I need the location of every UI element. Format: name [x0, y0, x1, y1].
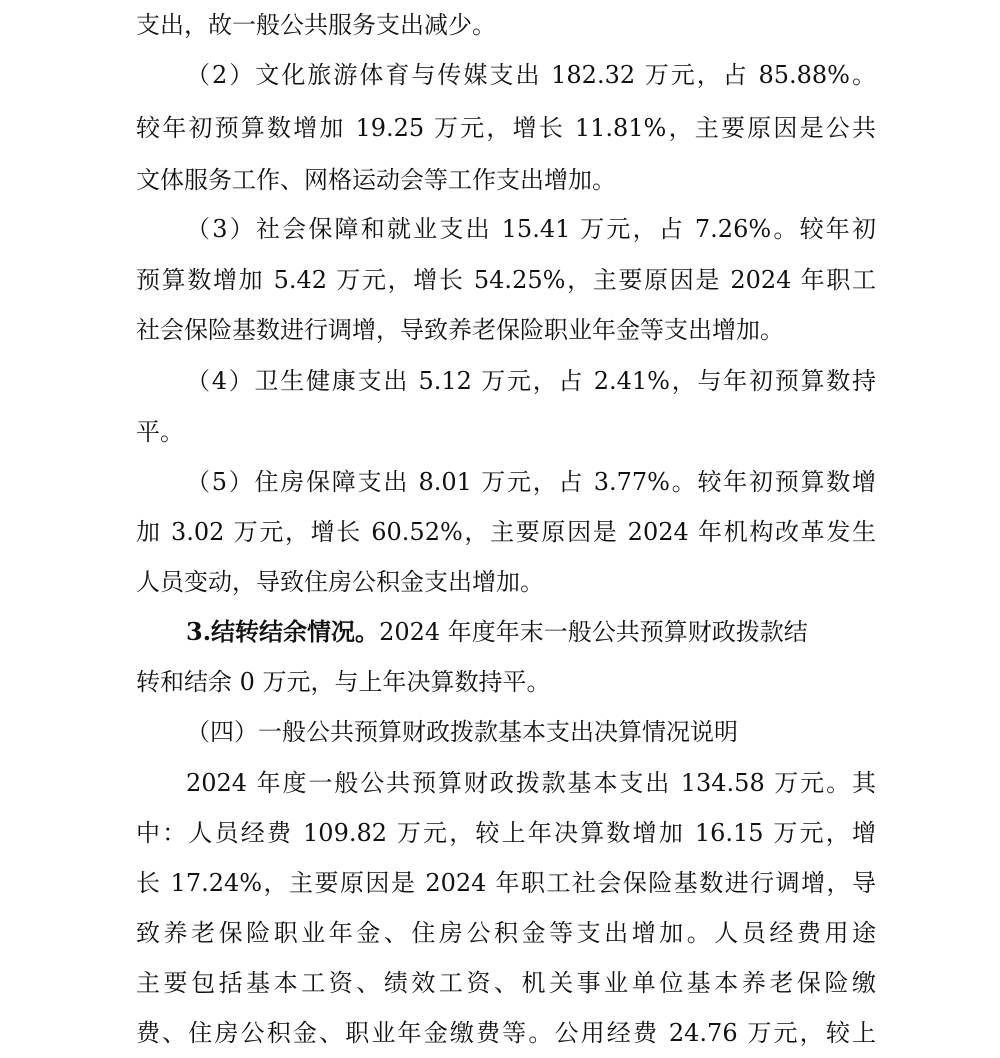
- paragraph-line: （4）卫生健康支出 5.12 万元，占 2.41%，与年初预算数持: [186, 367, 876, 395]
- paragraph-line: 支出，故一般公共服务支出减少。: [136, 11, 496, 39]
- paragraph-line: （5）住房保障支出 8.01 万元，占 3.77%。较年初预算数增: [186, 468, 876, 496]
- paragraph-line: 社会保险基数进行调增，导致养老保险职业年金等支出增加。: [136, 316, 784, 344]
- section-text: 2024 年度年末一般公共预算财政拨款结: [379, 618, 808, 646]
- section-heading-line: （四）一般公共预算财政拨款基本支出决算情况说明: [186, 718, 738, 746]
- paragraph-line: 主要包括基本工资、绩效工资、机关事业单位基本养老保险缴: [136, 969, 876, 997]
- paragraph-line: 2024 年度一般公共预算财政拨款基本支出 134.58 万元。其: [186, 769, 876, 797]
- section-heading: 3.结转结余情况。: [186, 617, 380, 646]
- paragraph-line: 费、住房公积金、职业年金缴费等。公用经费 24.76 万元，较上: [136, 1019, 876, 1047]
- paragraph-line: 较年初预算数增加 19.25 万元，增长 11.81%，主要原因是公共: [136, 114, 876, 142]
- paragraph-line: 转和结余 0 万元，与上年决算数持平。: [136, 668, 551, 696]
- paragraph-line: 文体服务工作、网格运动会等工作支出增加。: [136, 166, 616, 194]
- paragraph-line: 致养老保险职业年金、住房公积金等支出增加。人员经费用途: [136, 919, 876, 947]
- paragraph-line: 加 3.02 万元，增长 60.52%，主要原因是 2024 年机构改革发生: [136, 518, 876, 546]
- paragraph-line: 中：人员经费 109.82 万元，较上年决算数增加 16.15 万元，增: [136, 819, 876, 847]
- paragraph-line: 预算数增加 5.42 万元，增长 54.25%，主要原因是 2024 年职工: [136, 266, 876, 294]
- paragraph-line: 人员变动，导致住房公积金支出增加。: [136, 568, 544, 596]
- paragraph-line: 长 17.24%，主要原因是 2024 年职工社会保险基数进行调增，导: [136, 869, 876, 897]
- paragraph-line: （2）文化旅游体育与传媒支出 182.32 万元，占 85.88%。: [186, 61, 876, 89]
- paragraph-line: 平。: [136, 418, 184, 446]
- paragraph-line: （3）社会保障和就业支出 15.41 万元，占 7.26%。较年初: [186, 215, 876, 243]
- section-line: [186, 607, 876, 657]
